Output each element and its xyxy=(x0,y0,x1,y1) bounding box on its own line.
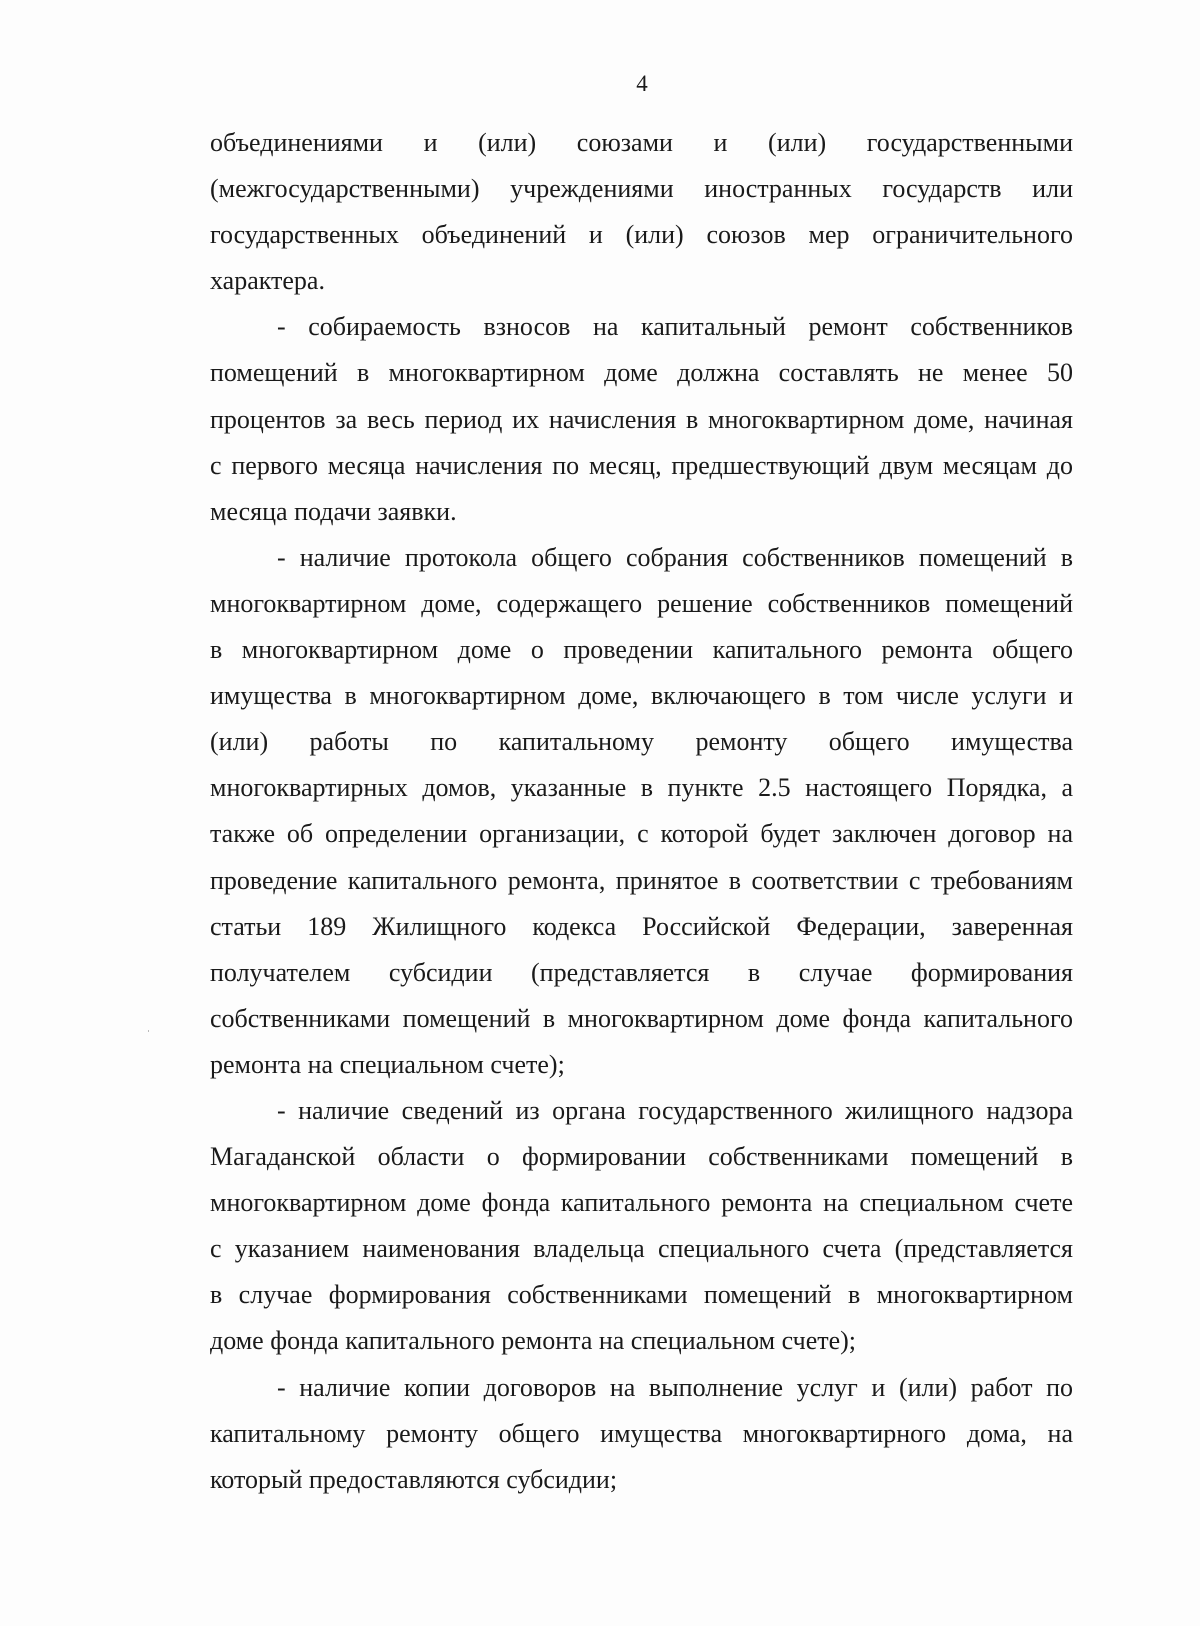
text-line: в случае формирования собственниками помещений в многоквартирном xyxy=(210,1280,1073,1310)
text-line: процентов за весь период их начисления в многоквартирном доме, начиная xyxy=(210,404,1073,434)
text-line: - собираемость взносов на капитальный ремонт собственников xyxy=(277,312,1073,342)
text-line: имущества в многоквартирном доме, включающего в том числе услуги и xyxy=(210,681,1073,711)
text-line: собственниками помещений в многоквартирном доме фонда капитального xyxy=(210,1003,1073,1033)
text-line: - наличие копии договоров на выполнение услуг и (или) работ по xyxy=(277,1372,1073,1402)
text-line: Магаданской области о формировании собственниками помещений в xyxy=(210,1142,1073,1172)
text-line: месяца подачи заявки. xyxy=(210,496,457,526)
page-number: 4 xyxy=(636,71,648,96)
text-line: (или) работы по капитальному ремонту общего имущества xyxy=(210,727,1073,757)
document-body xyxy=(210,120,1073,1503)
text-line: с первого месяца начисления по месяц, предшествующий двум месяцам до xyxy=(210,450,1073,480)
text-line: государственных объединений и (или) союзов мер ограничительного xyxy=(210,220,1073,250)
text-line: объединениями и (или) союзами и (или) государственными xyxy=(210,128,1073,157)
text-line: многоквартирном доме, содержащего решение собственников помещений xyxy=(210,588,1073,618)
text-line: доме фонда капитального ремонта на специальном счете); xyxy=(210,1326,857,1356)
text-line: капитальному ремонту общего имущества многоквартирного дома, на xyxy=(210,1418,1073,1448)
text-line: в многоквартирном доме о проведении капитального ремонта общего xyxy=(210,635,1073,665)
text-line: с указанием наименования владельца специального счета (представляется xyxy=(210,1234,1073,1264)
text-line: который предоставляются субсидии; xyxy=(210,1464,618,1494)
text-line: - наличие протокола общего собрания собственников помещений в xyxy=(277,542,1073,572)
text-line: - наличие сведений из органа государственного жилищного надзора xyxy=(277,1095,1073,1125)
text-line: получателем субсидии (представляется в случае формирования xyxy=(210,957,1073,987)
text-line: многоквартирном доме фонда капитального ремонта на специальном счете xyxy=(210,1188,1073,1218)
text-line: также об определении организации, с которой будет заключен договор на xyxy=(210,819,1073,849)
text-line: (межгосударственными) учреждениями иностранных государств или xyxy=(210,174,1073,204)
text-line: статьи 189 Жилищного кодекса Российской Федерации, заверенная xyxy=(210,911,1073,941)
text-line: характера. xyxy=(210,266,325,296)
text-line: помещений в многоквартирном доме должна составлять не менее 50 xyxy=(210,358,1073,388)
text-line: многоквартирных домов, указанные в пункте 2.5 настоящего Порядка, а xyxy=(210,773,1073,803)
text-line: проведение капитального ремонта, принятое в соответствии с требованиям xyxy=(210,865,1073,895)
text-line: ремонта на специальном счете); xyxy=(210,1049,565,1079)
scan-speck xyxy=(148,1030,149,1032)
